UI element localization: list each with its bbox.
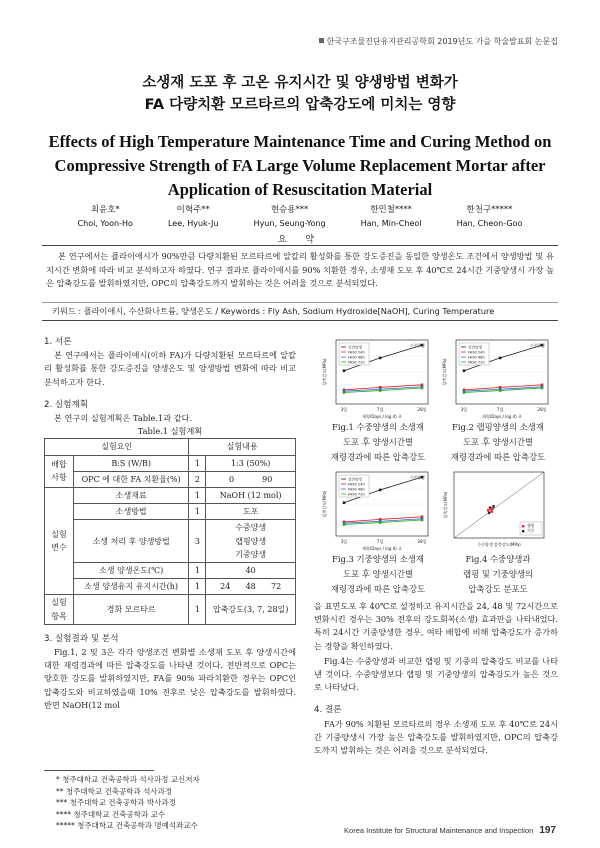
right-column-text [314,600,558,757]
x-tick-label: 28일 [537,407,547,412]
header-text: 한국구조물진단유지관리공학회 2019년도 가을 학술발표회 논문집 [326,37,558,46]
x-tick-label: 28일 [417,407,427,412]
data-point [343,391,346,394]
x-axis-label: 재령(Days / log d) 초 [482,414,522,419]
x-axis-label: 재령(Days / log d) 초 [362,546,402,551]
x-axis-label: 재령(Days / log d) 초 [362,414,402,419]
result-text: 을 표면도포 후 40℃로 설정하고 유지시간을 24, 48 및 72시간으로 변화시킨 경우는 30% 전후의 강도회복(소생) 효과만을 나타내었다. 특히 24시간 기중양생한 경우, 여타 배합에 비해 압축강도가 증가하는 경향을 확인하였다. [314,601,558,651]
legend-label: 랩핑 [527,523,535,529]
data-point [541,387,544,390]
fig1-chart [318,336,436,420]
running-header [319,36,558,47]
section-heading: 4. 결론 [314,705,342,716]
bullet-icon [319,38,324,43]
left-column [44,336,296,712]
data-point [343,369,346,372]
legend-label: FA90 72h [348,492,365,497]
abstract-text: 본 연구에서는 플라이애시가 90%만큼 다량치환된 모르타르에 알칼리 활성화를 통한 강도증진을 동일한 양생온도 조건에서 양생방법 및 유지시간 변화에 따라 비교 분석하고자 하였다. 연구 결과로 플라이애시를 90% 치환한 경우, 소생재 도포 후 40℃로 24시간 기중양생시 가장 높은 압축강도를 발휘하였지만, OPC의 압축강도까지 발휘하는 것은 어려울 것으로 분석되었다. [46,251,554,288]
author: 한천구***** Han, Cheon-Goo [456,205,523,228]
x-tick-label: 7일 [376,407,384,412]
title-en-line2: Compressive Strength of FA Large Volume Replacement Mortar after [54,156,546,175]
data-point [421,519,424,522]
fig3-caption: Fig.3 기중양생의 소생재 도포 후 양생시간별 재령경과에 따른 압축강도 [330,554,426,594]
y-axis-label: 압축강도(MPa) [442,358,447,386]
legend-label: FA90 24h [468,350,485,355]
data-point [379,357,382,360]
x-tick-label: 28일 [417,539,427,544]
fig3-chart [318,468,436,552]
y-axis-label: 압축강도(MPa) [443,491,448,519]
section-heading: 2. 실험계획 [44,399,89,410]
page-number: 197 [539,825,556,836]
section-body: 본 연구에서는 플라이애시(이하 FA)가 다량치환된 모르타르에 알칼리 활성화를 통한 강도증진을 양생온도 및 양생방법 변화에 따라 비교 분석하고자 한다. [44,350,296,387]
fig2-chart [438,336,556,420]
data-point [491,510,493,512]
legend-swatch [522,525,524,527]
legend-label: 일반양생 [468,345,482,350]
title-ko-line2: FA 다량치환 모르타르의 압축강도에 미치는 영향 [144,97,456,113]
legend-label: FA90 48h [348,487,365,492]
fig4-chart [440,468,552,552]
legend-label: 일반양생 [348,345,362,350]
side-label: 수중양생 [530,343,545,348]
author-list [60,204,540,230]
section-body: Fig.1, 2 및 3은 각각 양생조건 변화별 소생재 도포 후 양생시간에 대한 재령경과에 따른 압축강도를 나타낸 것이다. 전반적으로 OPC는 양호한 강도를 발휘하였지만, FA를 90% 파라치환한 경우는 OPC인 압축강도와 비교하였을때 10% 전후로 낮은 압축강도를 발휘하였다. 반면 NaOH(12 mol [44,647,296,710]
experiment-table: 실험요인 실험내용 배합 사항 B:S (W/B) 1 1:3 (50%) OPC 에 대한 FA 치환율(%) 2 0 90 실험 변수 소생재료 1 NaOH (12 mol) 소생방법 1 도포 소생 처리 후 양생방법 3 수중양생 랩핑양생 기중양생 소생 양생온도(℃) 1 40 소생 양생유지 유지시간(h) 1 24 48 72 실험 항목 경화 모르타르 1 압축강도(3, 7, 28일) [44,438,296,624]
footnote-rule [44,770,154,771]
data-point [492,507,494,509]
data-point [379,389,382,392]
x-tick-label: 7일 [496,407,504,412]
legend-label: FA90 48h [468,355,485,360]
divider [42,302,558,303]
data-point [499,389,502,392]
legend-label: FA90 72h [468,360,485,365]
legend-label: FA90 72h [348,360,365,365]
title-ko-line1: 소생재 도포 후 고온 유지시간 및 양생방법 변화가 [142,75,458,91]
table-header: 실험요인 [45,439,189,455]
side-label: 수중양생 [410,343,425,348]
section-body: FA가 90% 치환된 모르타르의 경우 소생재 도포 후 40℃로 24시간 기중양생시 가장 높은 압축강도를 발휘하였지만, OPC의 압축강도까지 발휘하는 것은 어려울 것으로 분석되었다. [314,718,558,756]
legend-label: 일반양생 [348,477,362,482]
table-caption: Table.1 실험계획 [137,426,203,437]
section-heading: 1. 서론 [44,337,72,347]
legend-label: FA90 24h [348,482,365,487]
legend-label: FA90 48h [348,355,365,360]
section-heading: 3. 실험결과 및 분석 [44,633,119,644]
x-tick-label: 3일 [340,407,348,412]
title-en-line1: Effects of High Temperature Maintenance Time and Curing Method on [48,132,552,151]
data-point [343,523,346,526]
legend-swatch [522,530,524,532]
data-point [499,357,502,360]
fig2-caption: Fig.2 랩핑양생의 소생재 도포 후 양생시간별 재령경과에 따른 압축강도 [450,422,546,462]
x-tick-label: 7일 [376,539,384,544]
data-point [343,501,346,504]
abstract-heading: 요 약 [277,235,323,245]
data-point [487,509,489,511]
keywords: 키워드 : 플라이애시, 수산화나트륨, 양생온도 / Keywords : Fly Ash, Sodium Hydroxide[NaOH], Curing Temperature [52,306,495,316]
author: 이혁주** Lee, Hyuk-Ju [167,205,219,228]
table-group: 배합 사항 [45,455,74,487]
author: 한민철**** Han, Min-Cheol [360,205,422,228]
data-point [421,387,424,390]
divider [42,320,558,321]
table-group: 실험 항목 [45,595,74,624]
side-label: 수중양생 [410,475,425,480]
page-footer: Korea Institute for Structural Maintenance and Inspection 197 [344,825,556,836]
footnotes: * 청주대학교 건축공학과 석사과정 교신저자 ** 청주대학교 건축공학과 석사과정 *** 청주대학교 건축공학과 박사과정 **** 청주대학교 건축공학과 교수 ***** 청주대학교 건축공학과 명예석좌교수 [56,775,200,830]
fig1-caption: Fig.1 수중양생의 소생재 도포 후 양생시간별 재령경과에 따른 압축강도 [330,422,426,462]
data-point [379,489,382,492]
x-tick-label: 3일 [340,539,348,544]
table-group: 실험 변수 [45,488,74,595]
x-axis-label: 수중양생 압축강도(MPa) [477,542,521,547]
y-axis-label: 압축강도(MPa) [322,358,327,386]
fig4-caption: Fig.4 수중양생과 랩핑 및 기중양생의 압축강도 분포도 [462,554,534,594]
result-text-2: Fig.4는 수중양생과 비교한 랩핑 및 기중의 압축강도 비교를 나타낸 것이다. 수중양생보다 랩핑 및 기중양생의 압축강도가 높은 것으로 나타났다. [314,655,558,693]
legend-label: 기중 [527,528,535,534]
legend-label: FA90 24h [348,350,365,355]
section-body: 본 연구의 실험계획은 Table.1과 같다. [54,413,193,424]
divider [42,245,558,246]
data-point [379,521,382,524]
data-point [463,369,466,372]
data-point [463,391,466,394]
title-en-line3: Application of Resuscitation Material [167,180,433,199]
y-axis-label: 압축강도(MPa) [322,490,327,518]
table-header: 실험내용 [189,439,296,455]
data-point [488,512,490,514]
author: 최윤호* Choi, Yoon-Ho [77,205,133,228]
author: 현승용*** Hyun, Seung-Yong [253,205,326,228]
x-tick-label: 3일 [460,407,468,412]
